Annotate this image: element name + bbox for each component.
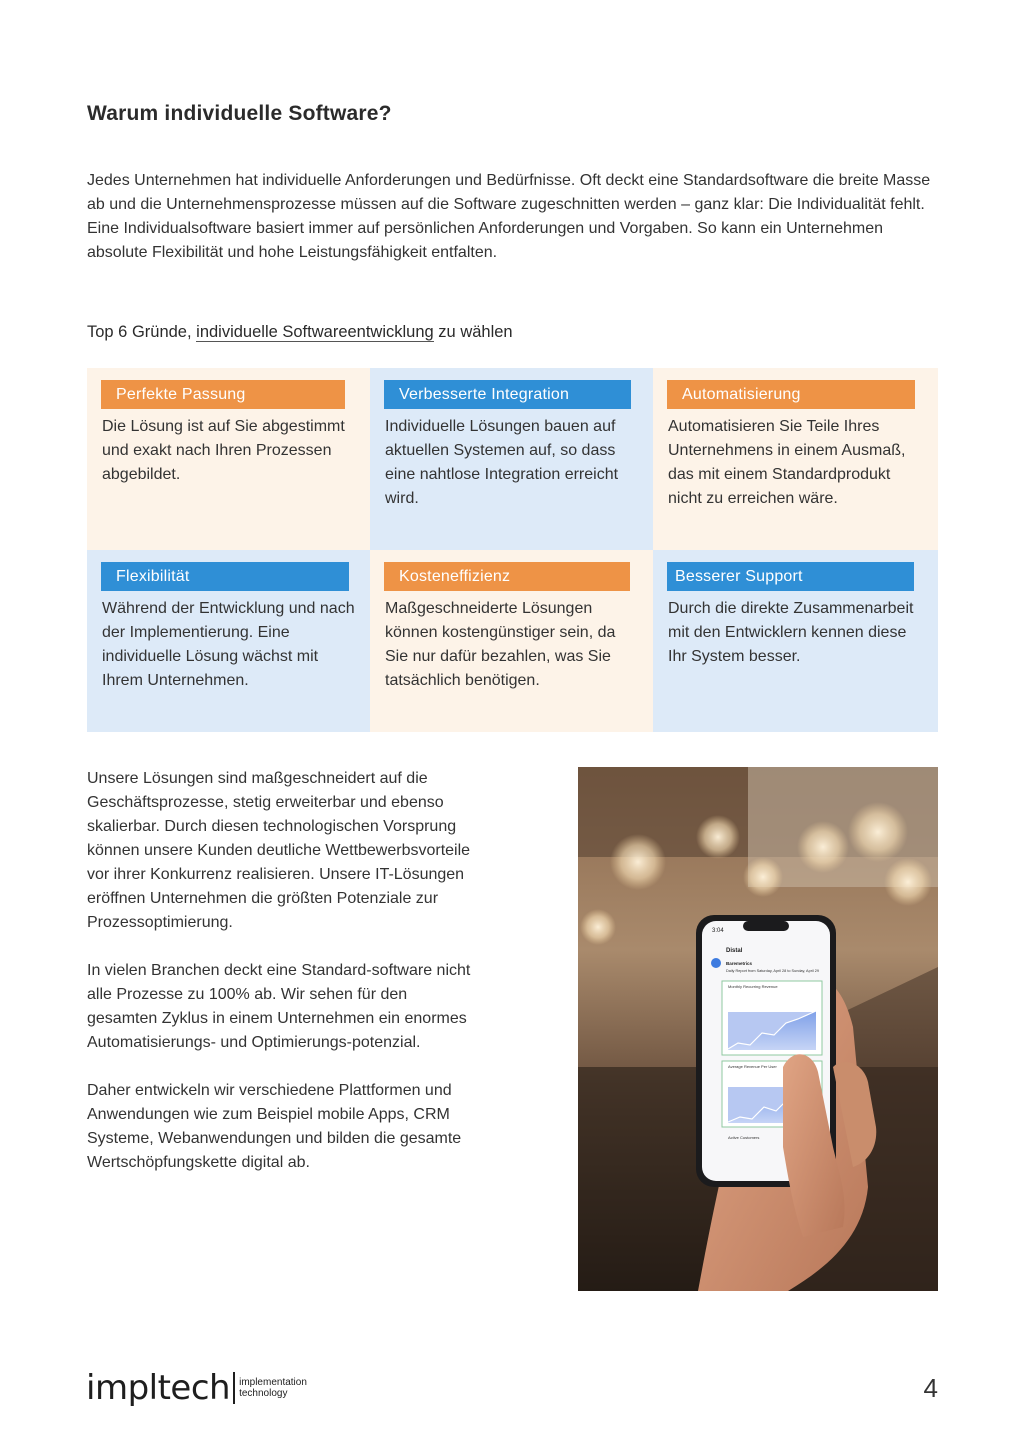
reason-text: Während der Entwicklung und nach der Implementierung. Eine individuelle Lösung wächst mit Ihrem Unternehmen.	[102, 600, 355, 689]
logo-subtitle	[239, 1377, 307, 1399]
phone-report-title: Daily Report from Saturday, April 28 to Sunday, April 29	[726, 969, 819, 973]
reason-tag: Verbesserte Integration	[384, 380, 631, 409]
reason-text: Individuelle Lösungen bauen auf aktuellen Systemen auf, so dass eine nahtlose Integration erreicht wird.	[385, 418, 619, 507]
logo-divider	[233, 1372, 235, 1404]
body-paragraph-1: Unsere Lösungen sind maßgeschneidert auf die Geschäftsprozesse, stetig erweiterbar und ebenso skalierbar. Durch diesen technologischen Vorsprung können unsere Kunden deutliche Wettbewerbsvorteile vor ihrer Konkurrenz realisieren. Unsere IT-Lösungen eröffnen Unternehmen die größten Potenziale zur Prozessoptimierung.	[87, 770, 471, 931]
body-paragraph-2: In vielen Branchen deckt eine Standard-software nicht alle Prozesse zu 100% ab. Wir sehen für den gesamten Zyklus in einem Unternehmen ein enormes Automatisierungs- und Optimierungs-potenzial.	[87, 962, 471, 1051]
page-title: Warum individuelle Software?	[87, 102, 392, 125]
logo-wordmark: impltech	[86, 1368, 231, 1408]
phone-report-sender: Baremetrics	[726, 961, 753, 966]
reason-card-perfekte-passung	[87, 368, 370, 550]
reason-card-verbesserte-integration	[370, 368, 653, 550]
page-number: 4	[923, 1373, 938, 1403]
phone-metric-2-label: Average Revenue Per User	[728, 1064, 777, 1069]
reason-text: Die Lösung ist auf Sie abgestimmt und exakt nach Ihren Prozessen abgebildet.	[102, 418, 345, 483]
reason-text: Durch die direkte Zusammenarbeit mit den Entwicklern kennen diese Ihr System besser.	[668, 600, 914, 665]
reason-card-kosteneffizienz	[370, 550, 653, 732]
reason-text: Maßgeschneiderte Lösungen können kostengünstiger sein, da Sie nur dafür bezahlen, was Sie tatsächlich benötigen.	[385, 600, 616, 689]
phone-app-name: Distal	[726, 948, 743, 954]
intro-section	[87, 169, 947, 265]
reasons-heading-suffix: zu wählen	[433, 323, 513, 341]
reason-card-flexibilitaet	[87, 550, 370, 732]
body-text-column	[87, 767, 477, 1199]
logo-subtitle-line-1: implementation	[239, 1377, 307, 1388]
reason-tag: Flexibilität	[101, 562, 349, 591]
reason-card-automatisierung	[653, 368, 938, 550]
reasons-heading-prefix: Top 6 Gründe,	[87, 323, 197, 341]
body-paragraph-3: Daher entwickeln wir verschiedene Plattformen und Anwendungen wie zum Beispiel mobile Apps, CRM Systeme, Webanwendungen und bilden die gesamte Wertschöpfungskette digital ab.	[87, 1082, 462, 1171]
reasons-grid	[87, 368, 938, 732]
company-logo	[86, 1366, 307, 1410]
reason-tag: Perfekte Passung	[101, 380, 345, 409]
smartphone-photo-illustration	[578, 767, 938, 1291]
phone-status-time: 3:04	[712, 928, 724, 934]
reason-tag: Besserer Support	[667, 562, 914, 591]
smartphone-photo	[578, 767, 938, 1291]
phone-metric-3-label: Active Customers	[728, 1135, 760, 1140]
reason-card-besserer-support	[653, 550, 938, 732]
intro-paragraph-1: Jedes Unternehmen hat individuelle Anforderungen und Bedürfnisse. Oft deckt eine Standardsoftware die breite Masse ab und die Unternehmensprozesse müssen auf die Software zugeschnitten werden – ganz klar: Die Individualität fehlt.	[87, 172, 931, 213]
reason-tag: Automatisierung	[667, 380, 915, 409]
reasons-heading-link[interactable]: individuelle Softwareentwicklung	[196, 323, 434, 341]
reason-tag: Kosteneffizienz	[384, 562, 630, 591]
logo-subtitle-line-2: technology	[239, 1388, 288, 1399]
phone-metric-1-label: Monthly Recurring Revenue	[728, 984, 778, 989]
reasons-heading	[87, 323, 513, 342]
intro-paragraph-2: Eine Individualsoftware basiert immer auf persönlichen Anforderungen und Vorgaben. So kann ein Unternehmen absolute Flexibilität und hohe Leistungsfähigkeit entfalten.	[87, 220, 884, 261]
reason-text: Automatisieren Sie Teile Ihres Unternehmens in einem Ausmaß, das mit einem Standardprodukt nicht zu erreichen wäre.	[668, 418, 906, 507]
